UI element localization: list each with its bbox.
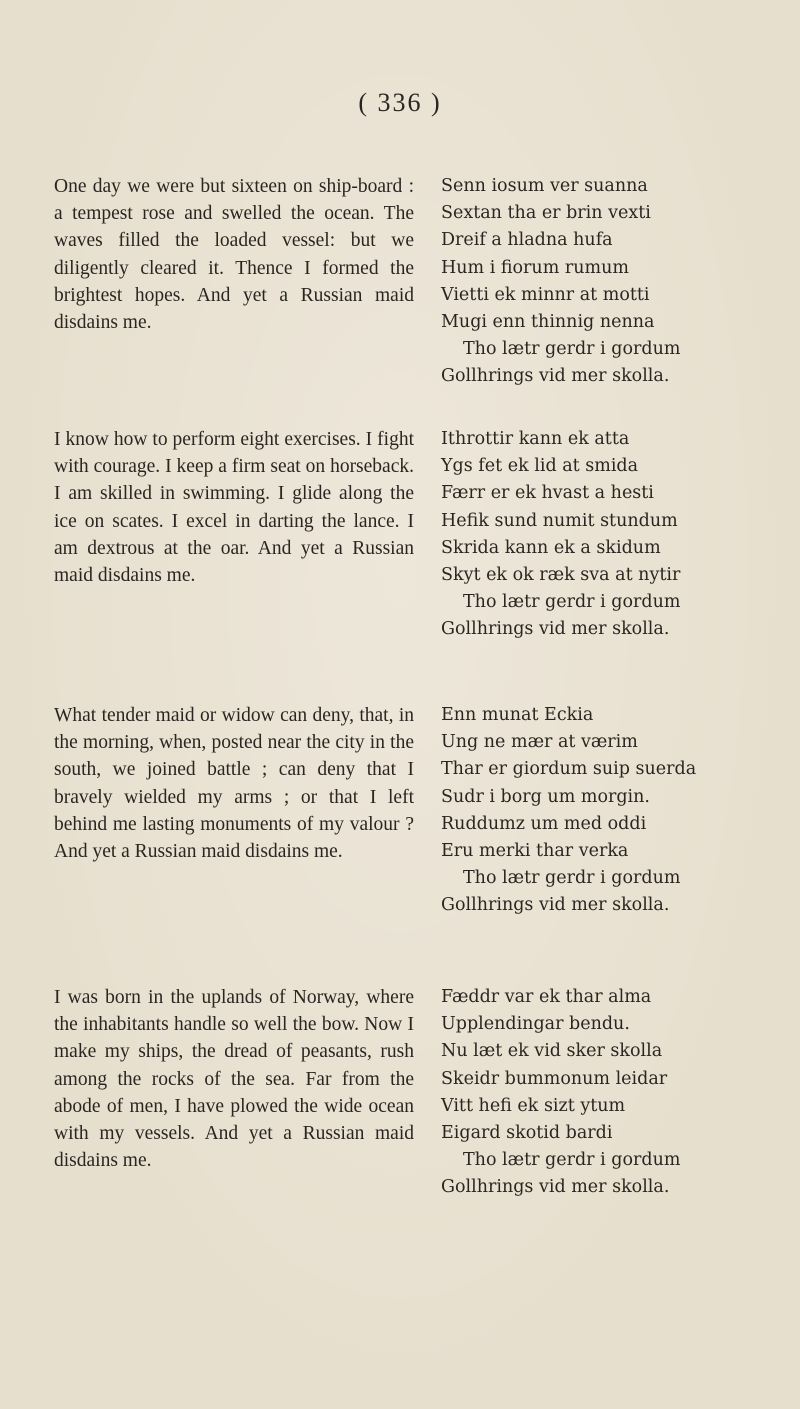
norse-line: Sextan tha er brin vexti bbox=[441, 203, 651, 224]
norse-line: Fæddr var ek thar alma bbox=[441, 987, 652, 1007]
stanza-2-norse bbox=[441, 426, 771, 644]
norse-refrain-line: Tho lætr gerdr i gordum bbox=[463, 339, 681, 360]
norse-line: Eigard skotid bardi bbox=[441, 1123, 613, 1144]
stanza-english-text: I know how to perform eight exercises. I fight with courage. I keep a firm seat on horseback. I am skilled in swimming. I glide along the ice on scates. I excel in darting the lance. I am dextrous at the oar. And yet a Russian maid disdains me. bbox=[54, 429, 414, 587]
norse-refrain-line: Tho lætr gerdr i gordum bbox=[463, 1150, 681, 1171]
norse-line: Hum i fiorum rumum bbox=[441, 257, 629, 278]
stanza-3-english bbox=[54, 702, 414, 865]
norse-line: Eru merki thar verka bbox=[441, 841, 629, 862]
norse-refrain-line: Gollhrings vid mer skolla. bbox=[441, 1177, 670, 1198]
norse-line: Ithrottir kann ek atta bbox=[441, 429, 630, 449]
norse-line: Skrida kann ek a skidum bbox=[441, 537, 661, 558]
stanza-english-text: One day we were but sixteen on ship-board : a tempest rose and swelled the ocean. The waves filled the loaded vessel: but we diligently cleared it. Thence I formed the brightest hopes. And yet a Russian maid disdains me. bbox=[54, 176, 414, 334]
norse-line: Thar er giordum suip suerda bbox=[441, 759, 697, 780]
norse-line: Sudr i borg um morgin. bbox=[441, 786, 650, 807]
norse-line: Dreif a hladna hufa bbox=[441, 230, 613, 251]
norse-line: Mugi enn thinnig nenna bbox=[441, 312, 655, 333]
norse-line: Vietti ek minnr at motti bbox=[441, 284, 650, 305]
norse-refrain-line: Gollhrings vid mer skolla. bbox=[441, 366, 670, 387]
norse-line: Hefik sund numit stundum bbox=[441, 510, 678, 531]
norse-line: Ruddumz um med oddi bbox=[441, 813, 647, 834]
stanza-1-english bbox=[54, 173, 414, 336]
stanza-3-norse bbox=[441, 702, 771, 920]
stanza-english-text: I was born in the uplands of Norway, where the inhabitants handle so well the bow. Now I make my ships, the dread of peasants, rush among the rocks of the sea. Far from the abode of men, I have plowed the wide ocean with my vessels. And yet a Russian maid disdains me. bbox=[54, 987, 414, 1172]
norse-line: Skeidr bummonum leidar bbox=[441, 1068, 668, 1089]
stanza-english-text: What tender maid or widow can deny, that, in the morning, when, posted near the city in the south, we joined battle ; can deny that I bravely wielded my arms ; or that I left behind me lasting monuments of my valour ? And yet a Russian maid disdains me. bbox=[54, 705, 414, 863]
stanza-1-norse bbox=[441, 173, 771, 391]
norse-line: Færr er ek hvast a hesti bbox=[441, 483, 654, 504]
norse-line: Enn munat Eckia bbox=[441, 705, 594, 725]
norse-line: Upplendingar bendu. bbox=[441, 1014, 630, 1035]
stanza-2-english bbox=[54, 426, 414, 589]
norse-refrain-line: Tho lætr gerdr i gordum bbox=[463, 868, 681, 889]
norse-refrain-line: Gollhrings vid mer skolla. bbox=[441, 619, 670, 640]
norse-refrain-line: Tho lætr gerdr i gordum bbox=[463, 592, 681, 613]
norse-line: Vitt hefi ek sizt ytum bbox=[441, 1095, 626, 1116]
norse-line: Senn iosum ver suanna bbox=[441, 176, 648, 196]
page-number: ( 336 ) bbox=[358, 88, 442, 117]
norse-line: Skyt ek ok ræk sva at nytir bbox=[441, 565, 681, 586]
norse-line: Ung ne mær at værim bbox=[441, 732, 638, 753]
norse-refrain-line: Gollhrings vid mer skolla. bbox=[441, 895, 670, 916]
stanza-4-english bbox=[54, 984, 414, 1174]
stanza-4-norse bbox=[441, 984, 771, 1202]
norse-line: Ygs fet ek lid at smida bbox=[441, 456, 639, 477]
norse-line: Nu læt ek vid sker skolla bbox=[441, 1041, 663, 1062]
